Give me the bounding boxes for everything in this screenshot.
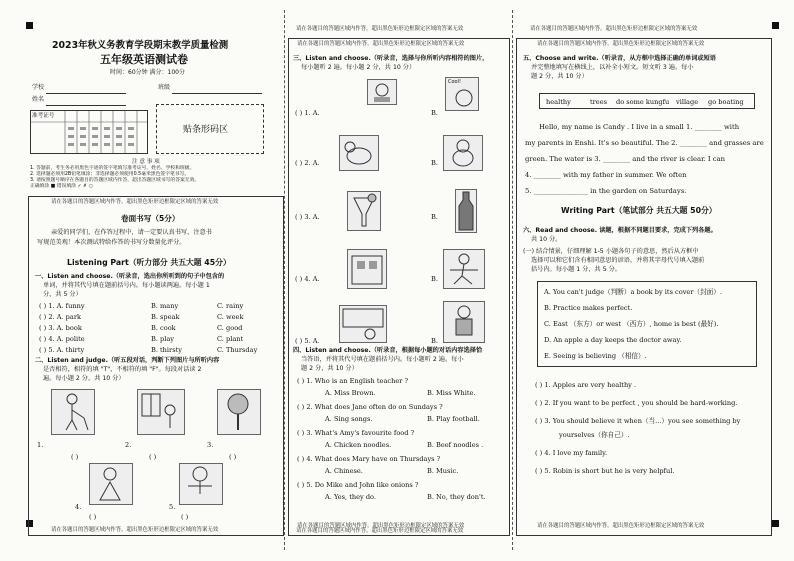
q3-5a-picture: [339, 305, 387, 343]
q6-item[interactable]: ( ) 1. Apples are very healthy .: [535, 381, 637, 389]
tree-icon: [218, 390, 260, 434]
q3-row-b[interactable]: B.: [431, 275, 438, 283]
q1-line3: 分，共 5 分）: [43, 291, 82, 298]
q1-option-b[interactable]: B. speak: [151, 313, 180, 321]
q3-row-label[interactable]: ( ) 1. A.: [295, 109, 320, 117]
q2-line3: 遍。每小题 2 分，共 10 分）: [43, 375, 125, 382]
proverb-option: E. Seeing is believing （相信）.: [544, 352, 647, 360]
warning-text-bottom: 请在各题目的答题区域内作答，超出黑色矩形边框限定区域的答案无效: [297, 523, 465, 529]
q4-question[interactable]: ( ) 1. Who is an English teacher ?: [297, 377, 409, 385]
corner-mark: [772, 22, 779, 29]
word-bank-item: trees: [590, 98, 607, 106]
q4-question[interactable]: ( ) 3. What's Amy's favourite food ?: [297, 429, 415, 437]
column-1: [28, 18, 284, 538]
q5-line3: 题 2 分，共 10 分）: [531, 73, 588, 80]
warning-text: 请在各题目的答题区域内作答，超出黑色矩形边框限定区域的答案无效: [51, 199, 219, 205]
q2-number: 2.: [125, 441, 132, 449]
q3-row-label[interactable]: ( ) 4. A.: [295, 275, 320, 283]
word-bank-item: village: [676, 98, 699, 106]
exam-subtitle: 五年级英语测试卷: [100, 53, 188, 66]
q4-option-a[interactable]: A. Chinese.: [325, 467, 363, 475]
column-2: [288, 18, 510, 538]
q4-option-a[interactable]: A. Chicken noodles.: [325, 441, 392, 449]
q3-5b-picture: [443, 301, 485, 343]
q6-sub-line3: 括号内。每小题 1 分，共 5 分。: [531, 266, 621, 273]
word-bank: [539, 93, 755, 109]
girl-icon: [90, 464, 132, 504]
q6-sub-title: (一) 结合情景，仔细理解 1-5 小题各句子的意思，然后从方框中: [523, 248, 699, 255]
answer-region-1: [28, 196, 284, 536]
q3-row-label[interactable]: ( ) 2. A.: [295, 159, 320, 167]
q1-option-b[interactable]: B. cook: [151, 324, 176, 332]
handwriting-body-1: 亲爱的同学们，在作答过程中，请一定要认真书写，注意书: [51, 229, 212, 236]
top-warning-col3: 请在各题目的答题区域内作答，超出黑色矩形边框限定区域的答案无效: [530, 26, 698, 32]
q6-item[interactable]: ( ) 5. Robin is short but he is very helpful.: [535, 467, 675, 475]
q5-line2: 并完整地填写在横线上，以补全小短文。短文听 3 遍。每小: [531, 64, 694, 71]
passage-line[interactable]: 5. ________________ in the garden on Saturdays.: [525, 187, 687, 195]
q4-title: 四、Listen and choose.（听录音，根据每小题的对话内容选择恰: [293, 347, 483, 354]
q4-question[interactable]: ( ) 5. Do Mike and John like onions ?: [297, 481, 419, 489]
q2-answer-slot[interactable]: ( ): [229, 453, 237, 461]
grid-lines: [31, 111, 147, 153]
warning-text-bottom: 请在各题目的答题区域内作答，超出黑色矩形边框限定区域的答案无效: [51, 527, 219, 533]
q1-option-c[interactable]: C. rainy: [217, 302, 244, 310]
listening-title: Listening Part（听力部分 共五大题 45分）: [67, 258, 231, 267]
writing-title: Writing Part（笔试部分 共五大题 50分）: [561, 206, 717, 215]
school-label: 学校: [32, 84, 45, 91]
q4-option-a[interactable]: A. Yes, they do.: [325, 493, 377, 501]
passage-line[interactable]: Hello, my name is Candy . I live in a small 1. ________ with: [539, 123, 740, 131]
column-3: [516, 18, 772, 538]
q6-item[interactable]: ( ) 3. You should believe it when（当...）you see something by: [535, 417, 741, 425]
q5-title: 五、Choose and write.（听录音，从方框中选择正确的单词或短语: [523, 55, 716, 62]
handwriting-title: 卷面书写（5分）: [121, 214, 180, 223]
note-2: 2. 选择题必须用2B铅笔填涂；非选择题必须使用0.5毫米黑色签字笔书写。: [30, 172, 190, 177]
q3-title: 三、Listen and choose.（听录音，选择与你所听内容相符的图片，: [293, 55, 489, 62]
class-field[interactable]: [172, 93, 262, 94]
building-icon: [348, 250, 386, 288]
q6-line2: 共 10 分。: [531, 236, 562, 243]
fold-line-right: [512, 10, 513, 550]
q4-option-a[interactable]: A. Sing songs.: [325, 415, 373, 423]
sweeping-floor-picture: [51, 389, 95, 435]
q2-number: 3.: [207, 441, 214, 449]
q1-option-a[interactable]: ( ) 4. A. polite: [39, 335, 85, 343]
q3-row-b[interactable]: B.: [431, 159, 438, 167]
q1-title: 一、Listen and choose.（听录音，选出你所听到的句子中包含的: [35, 273, 225, 280]
name-label: 姓名: [32, 96, 45, 103]
q6-sub-line2: 选择可以和它们含有相同意思的谚语，并将其字母代号填入题前: [531, 257, 705, 264]
boy-eating-icon: [368, 80, 396, 104]
boy-picture: [179, 463, 223, 505]
q1-option-c[interactable]: C. Thursday: [217, 346, 258, 354]
q2-number: 1.: [37, 441, 44, 449]
q3-3b-picture: [455, 189, 477, 233]
word-bank-item: healthy: [546, 98, 571, 106]
q1-option-a[interactable]: ( ) 3. A. book: [39, 324, 82, 332]
q6-item[interactable]: ( ) 4. I love my family.: [535, 449, 608, 457]
proverb-option: D. An apple a day keeps the doctor away.: [544, 336, 682, 344]
q1-line2: 单词，并将其代号填在题前括号内。每小题读两遍。每小题 1: [43, 282, 210, 289]
word-bank-item: do some kungfu: [616, 98, 670, 106]
juice-glass-icon: [348, 192, 380, 230]
q3-1a-picture: [367, 79, 397, 105]
exam-no-label: 准考证号: [32, 113, 55, 119]
warning-text: 请在各题目的答题区域内作答，超出黑色矩形边框限定区域的答案无效: [297, 41, 465, 47]
q2-line2: 是否相符，相符的填 "T"，不相符的填 "F"。每段对话读 2: [43, 366, 202, 373]
q2-number: 5.: [169, 503, 176, 511]
corner-mark: [772, 520, 779, 527]
q1-option-c[interactable]: C. good: [217, 324, 243, 332]
q1-option-a[interactable]: ( ) 5. A. thirty: [39, 346, 85, 354]
q2-number: 4.: [75, 503, 82, 511]
bottle-icon: [456, 190, 476, 232]
q1-option-b[interactable]: B. play: [151, 335, 175, 343]
handwriting-body-2: 写规范美观！本次测试特给作答的书写分数量化评分。: [37, 239, 186, 246]
barcode-area: [156, 104, 264, 154]
q6-item[interactable]: ( ) 2. If you want to be perfect , you should be hard-working.: [535, 399, 738, 407]
school-field[interactable]: [46, 93, 126, 94]
boy-icon: [180, 464, 222, 504]
q2-answer-slot[interactable]: ( ): [89, 513, 97, 521]
q3-row-b[interactable]: B.: [431, 109, 438, 117]
q1-option-a[interactable]: ( ) 2. A. park: [39, 313, 81, 321]
q2-answer-slot[interactable]: ( ): [149, 453, 157, 461]
barcode-label: 贴条形码区: [183, 125, 229, 135]
name-field[interactable]: [46, 105, 126, 106]
q1-option-b[interactable]: B. many: [151, 302, 179, 310]
q2-answer-slot[interactable]: ( ): [181, 513, 189, 521]
q1-option-a[interactable]: ( ) 1. A. funny: [39, 302, 85, 310]
proverb-option: C. East （东方）or west （西方）, home is best (最好).: [544, 320, 719, 328]
q6-item-continued: yourselves（你自己）.: [559, 431, 630, 439]
tree-planting-picture: [217, 389, 261, 435]
proverb-option: B. Practice makes perfect.: [544, 304, 633, 312]
q3-3a-picture: [347, 191, 381, 231]
q4-option-b[interactable]: B. Music.: [427, 467, 459, 475]
q2-title: 二、Listen and judge.（听五段对话，判断下列图片与所听内容: [35, 357, 220, 364]
class-label: 班级: [158, 84, 171, 91]
person-sweeping-icon: [52, 390, 94, 434]
q6-title: 六、Read and choose. 读题，根据不同题目要求，完成下列各题。: [523, 227, 717, 234]
q3-row-label[interactable]: ( ) 3. A.: [295, 213, 320, 221]
passage-line[interactable]: green. The water is 3. ________ and the river is clear. I can: [525, 155, 725, 163]
boy-running-icon: [444, 250, 484, 288]
window-icon: [138, 390, 184, 434]
proverb-box: [537, 281, 757, 367]
q3-4b-picture: [443, 249, 485, 289]
note-1: 1. 答题前，考生务必用黑色字迹的签字笔填写准考证号、姓名、学校和班级。: [30, 166, 195, 171]
q3-1b-picture: [445, 77, 479, 111]
watering-picture: [137, 389, 185, 435]
dog-icon: [340, 136, 378, 170]
q3-2b-picture: [443, 135, 483, 171]
top-warning-col2: 请在各题目的答题区域内作答，超出黑色矩形边框限定区域的答案无效: [296, 26, 464, 32]
q4-option-b[interactable]: B. Play football.: [427, 415, 480, 423]
q2-answer-slot[interactable]: ( ): [71, 453, 79, 461]
girl-picture: [89, 463, 133, 505]
notes-title: 注 意 事 项: [132, 159, 160, 165]
bottom-warning-col2: 请在各题目的答题区域内作答，超出黑色矩形边框限定区域的答案无效: [296, 528, 464, 534]
q1-option-b[interactable]: B. thirsty: [151, 346, 182, 354]
dog-sitting-icon: [444, 136, 482, 170]
passage-line[interactable]: my parents in Enshi. It's so beautiful. The 2. ________ and grasses are: [525, 139, 764, 147]
q3-row-label[interactable]: ( ) 5. A.: [295, 337, 320, 345]
exam-number-grid[interactable]: [30, 110, 148, 154]
warning-text-bottom: 请在各题目的答题区域内作答，超出黑色矩形边框限定区域的答案无效: [537, 523, 705, 529]
q3-line2: 每小题听 2 遍。每小题 2 分，共 10 分）: [301, 64, 416, 71]
q4-line2: 当答语，并将其代号填在题前括号内。每小题听 2 遍。每小: [301, 356, 464, 363]
q1-option-c[interactable]: C. week: [217, 313, 244, 321]
exam-title: 2023年秋义务教育学段期末教学质量检测: [52, 40, 229, 51]
fill-in-example: 正确填涂 ■ 错误填涂 ✓ ✗ ○: [30, 184, 93, 189]
sign-text: Cool!: [448, 79, 462, 85]
classroom-icon: [340, 306, 386, 342]
q4-option-b[interactable]: B. Beef noodles .: [427, 441, 484, 449]
q4-question[interactable]: ( ) 4. What does Mary have on Thursdays ?: [297, 455, 441, 463]
q1-option-c[interactable]: C. plant: [217, 335, 244, 343]
word-bank-item: go boating: [708, 98, 744, 106]
note-3: 3. 请按照题号顺序在各题目的答题区域内作答，超出答题区域书写的答案无效。: [30, 178, 200, 183]
q4-option-b[interactable]: B. Miss White.: [427, 389, 476, 397]
answer-region-3: [516, 38, 772, 536]
q4-line3: 题 2 分，共 10 分）: [301, 365, 358, 372]
answer-region-2: [288, 38, 510, 536]
q4-option-b[interactable]: B. No, they don't.: [427, 493, 486, 501]
passage-line[interactable]: 4. ________ with my father in summer. We often: [525, 171, 687, 179]
warning-text: 请在各题目的答题区域内作答，超出黑色矩形边框限定区域的答案无效: [537, 41, 705, 47]
q3-4a-picture: [347, 249, 387, 289]
fold-line-left: [284, 10, 285, 550]
q3-row-b[interactable]: B.: [431, 337, 438, 345]
proverb-option: A. You can't judge（判断）a book by its cover（封面）.: [544, 288, 722, 296]
time-score: 时间：60分钟 满分：100分: [110, 69, 185, 76]
q4-option-a[interactable]: A. Miss Brown.: [325, 389, 376, 397]
q3-row-b[interactable]: B.: [431, 213, 438, 221]
teacher-icon: [444, 302, 484, 342]
q3-2a-picture: [339, 135, 379, 171]
q4-question[interactable]: ( ) 2. What does Jane often do on Sundays ?: [297, 403, 443, 411]
